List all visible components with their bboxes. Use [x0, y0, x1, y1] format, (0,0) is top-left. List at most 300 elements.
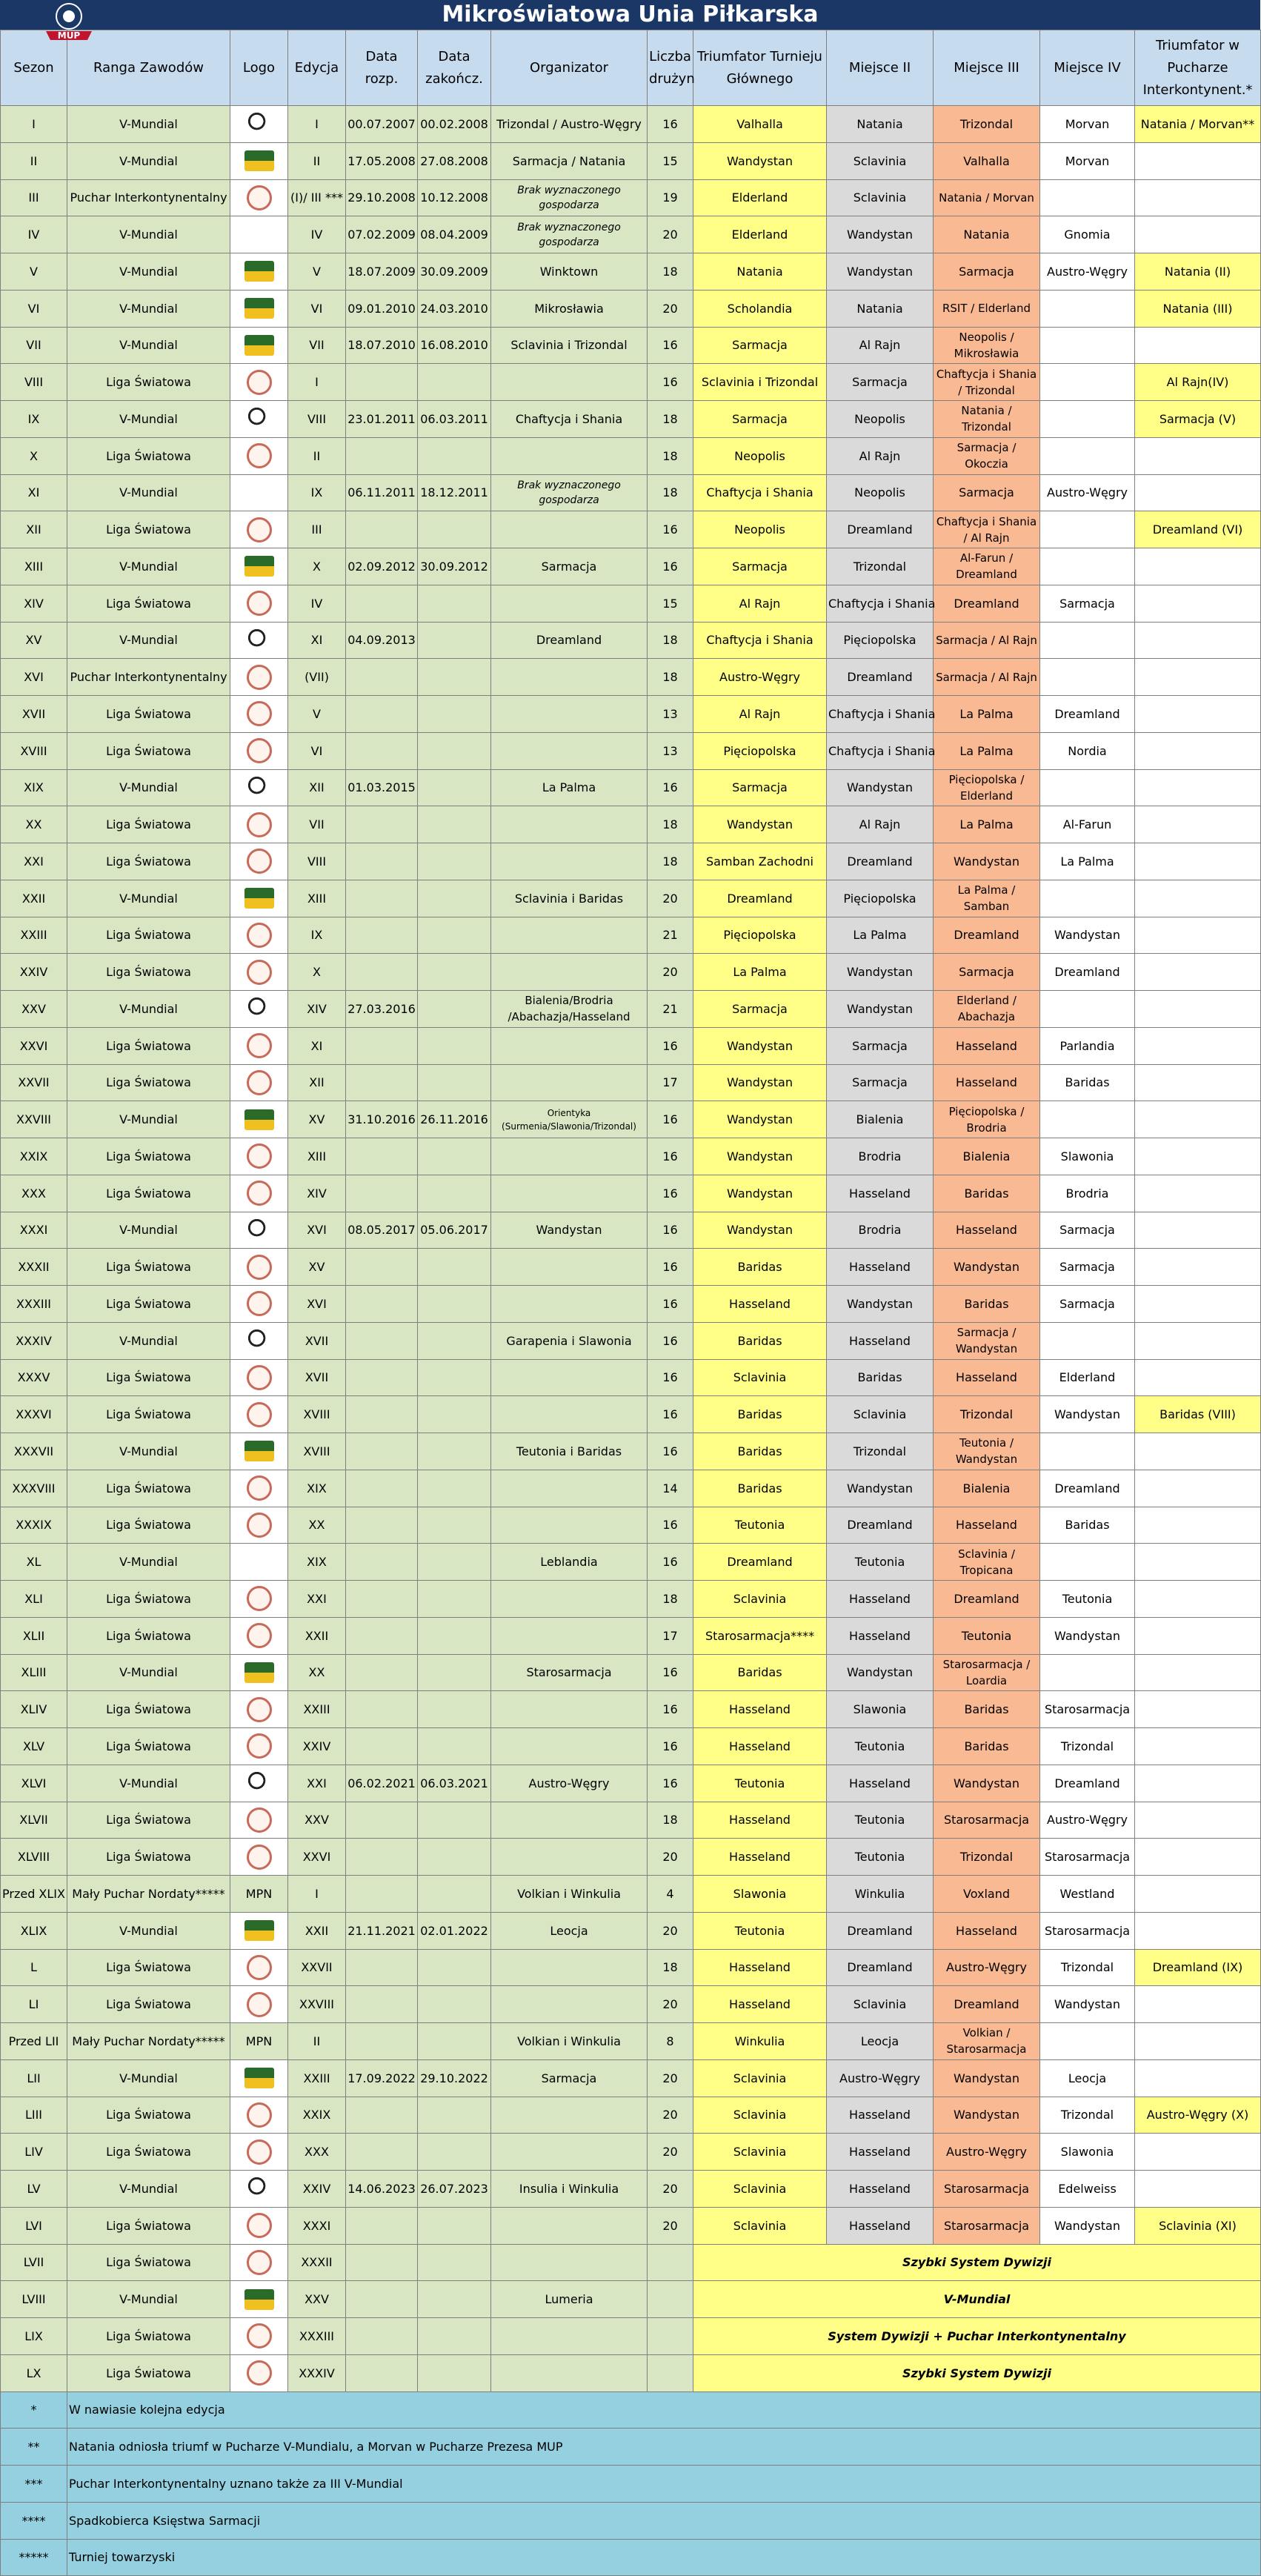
table-cell: Teutonia	[827, 1728, 934, 1765]
table-cell: XIII	[1, 548, 67, 585]
ball-icon	[247, 406, 272, 431]
table-cell: V-Mundial	[67, 1101, 230, 1138]
table-cell: XVIII	[1, 732, 67, 769]
table-cell: XVIII	[288, 1433, 346, 1470]
table-cell: Brodria	[827, 1212, 934, 1249]
table-cell: Liga Światowa	[67, 1286, 230, 1323]
table-cell	[346, 1433, 418, 1470]
table-cell: Hasseland	[934, 1359, 1040, 1396]
table-cell: XXXIII	[1, 1286, 67, 1323]
table-cell: 18.07.2009	[346, 253, 418, 291]
table-cell: LIV	[1, 2134, 67, 2171]
table-cell: XXVIII	[1, 1101, 67, 1138]
table-cell	[1135, 696, 1261, 733]
table-cell: Morvan	[1040, 142, 1135, 179]
edition-logo	[230, 290, 288, 327]
table-cell: 16	[648, 364, 693, 401]
table-cell: XIV	[1, 585, 67, 622]
ball-icon	[247, 1770, 272, 1796]
table-cell	[418, 2134, 491, 2171]
table-cell: Sclavinia / Tropicana	[934, 1544, 1040, 1581]
table-cell: Dreamland	[1040, 954, 1135, 991]
table-cell	[1040, 179, 1135, 216]
table-cell: Orientyka (Surmenia/Slawonia/Trizondal)	[491, 1101, 648, 1138]
table-cell: Hasseland	[934, 1507, 1040, 1544]
table-cell: Wandystan	[693, 1138, 827, 1175]
table-cell	[1135, 843, 1261, 880]
table-cell	[346, 2244, 418, 2281]
table-cell: I	[288, 364, 346, 401]
table-cell: Sarmacja / Wandystan	[934, 1322, 1040, 1359]
table-cell	[1135, 1212, 1261, 1249]
table-cell	[1040, 364, 1135, 401]
laurel-icon	[247, 1255, 272, 1280]
footnote-mark: *	[1, 2391, 67, 2429]
laurel-icon	[247, 2102, 272, 2128]
table-cell: Chaftycja i Shania	[827, 732, 934, 769]
table-cell: XI	[1, 474, 67, 511]
table-cell: Hasseland	[693, 1986, 827, 2023]
table-cell: XXVIII	[288, 1986, 346, 2023]
table-cell: 18.12.2011	[418, 474, 491, 511]
table-cell	[491, 843, 648, 880]
table-cell: Wandystan	[693, 1027, 827, 1064]
table-cell	[418, 954, 491, 991]
table-cell	[346, 1470, 418, 1507]
table-cell	[346, 917, 418, 954]
table-cell: 16	[648, 327, 693, 364]
laurel-icon	[247, 1697, 272, 1722]
table-cell	[346, 732, 418, 769]
table-cell	[1135, 1912, 1261, 1949]
table-cell: Bialenia	[827, 1101, 934, 1138]
table-cell: Pięciopolska / Brodria	[934, 1101, 1040, 1138]
table-cell: V-Mundial	[67, 548, 230, 585]
table-cell	[346, 1064, 418, 1101]
edition-logo	[230, 769, 288, 806]
table-cell	[1135, 585, 1261, 622]
table-cell	[1135, 659, 1261, 696]
table-cell	[491, 2097, 648, 2134]
table-cell: Elderland	[693, 179, 827, 216]
table-cell: Hasseland	[693, 1802, 827, 1839]
table-cell	[1135, 1986, 1261, 2023]
table-cell	[418, 1433, 491, 1470]
table-row	[1, 1912, 1261, 1949]
table-cell: XLVI	[1, 1765, 67, 1802]
column-header: Data rozp.	[346, 30, 418, 106]
table-cell	[418, 1654, 491, 1691]
table-cell	[1135, 548, 1261, 585]
table-cell: Liga Światowa	[67, 585, 230, 622]
table-cell: 16	[648, 1507, 693, 1544]
table-cell: VI	[288, 732, 346, 769]
table-cell: Sclavinia	[827, 1396, 934, 1433]
table-cell	[346, 1359, 418, 1396]
table-cell	[346, 2281, 418, 2318]
table-cell: Sclavinia	[827, 142, 934, 179]
table-cell	[1135, 1581, 1261, 1618]
table-cell: II	[288, 142, 346, 179]
table-cell	[346, 1286, 418, 1323]
table-cell: XXV	[288, 2281, 346, 2318]
ball-icon	[247, 111, 272, 136]
table-cell: Dreamland	[1040, 1470, 1135, 1507]
table-cell	[1040, 290, 1135, 327]
laurel-icon	[247, 1733, 272, 1759]
table-row	[1, 474, 1261, 511]
laurel-icon	[247, 1992, 272, 2017]
table-cell	[418, 1286, 491, 1323]
table-cell	[491, 1728, 648, 1765]
table-cell: XIII	[288, 880, 346, 917]
table-cell	[491, 1138, 648, 1175]
edition-logo	[230, 1286, 288, 1323]
footnote	[1, 2502, 1261, 2539]
table-cell: Neopolis	[827, 401, 934, 438]
table-cell: 18	[648, 401, 693, 438]
table-cell: V-Mundial	[67, 474, 230, 511]
table-cell	[1040, 991, 1135, 1028]
edition-logo	[230, 1691, 288, 1728]
table-cell: III	[1, 179, 67, 216]
table-cell: Wandystan	[827, 253, 934, 291]
table-cell: 31.10.2016	[346, 1101, 418, 1138]
table-cell	[1135, 474, 1261, 511]
table-cell	[346, 2318, 418, 2355]
table-cell: 16	[648, 1101, 693, 1138]
table-cell: 16	[648, 1728, 693, 1765]
table-cell	[346, 1986, 418, 2023]
table-cell: Starosarmacja	[1040, 1691, 1135, 1728]
table-cell: 16.08.2010	[418, 327, 491, 364]
table-cell: Hasseland	[693, 1691, 827, 1728]
table-cell: Sarmacja / Natania	[491, 142, 648, 179]
table-cell: 16	[648, 1433, 693, 1470]
table-cell	[491, 1359, 648, 1396]
table-cell	[1135, 2023, 1261, 2060]
table-cell: XVI	[288, 1212, 346, 1249]
flag-icon	[244, 150, 274, 171]
laurel-icon	[247, 738, 272, 763]
table-cell: Teutonia	[827, 1544, 934, 1581]
table-row	[1, 1617, 1261, 1654]
table-cell: XXI	[288, 1765, 346, 1802]
table-cell	[1040, 327, 1135, 364]
edition-logo	[230, 917, 288, 954]
table-cell: Liga Światowa	[67, 1396, 230, 1433]
table-cell: XLI	[1, 1581, 67, 1618]
table-row	[1, 769, 1261, 806]
table-cell: Mały Puchar Nordaty*****	[67, 1876, 230, 1913]
table-cell: V-Mundial	[67, 622, 230, 659]
edition-logo	[230, 1839, 288, 1876]
table-cell	[1135, 732, 1261, 769]
table-cell	[1040, 769, 1135, 806]
table-cell: Gnomia	[1040, 216, 1135, 253]
table-cell: XXV	[1, 991, 67, 1028]
table-cell: XXXVIII	[1, 1470, 67, 1507]
table-cell	[1135, 1691, 1261, 1728]
table-cell: 10.12.2008	[418, 179, 491, 216]
table-cell	[346, 659, 418, 696]
table-row	[1, 732, 1261, 769]
laurel-icon	[247, 2250, 272, 2275]
table-cell: Liga Światowa	[67, 2207, 230, 2244]
table-cell: 18	[648, 806, 693, 843]
table-row	[1, 2318, 1261, 2355]
table-cell: VII	[1, 327, 67, 364]
table-cell: Morvan	[1040, 106, 1135, 143]
table-cell: Valhalla	[693, 106, 827, 143]
table-cell	[418, 1876, 491, 1913]
table-cell: XIX	[1, 769, 67, 806]
table-cell: XXIII	[288, 2059, 346, 2097]
table-cell	[346, 1027, 418, 1064]
table-cell: Liga Światowa	[67, 2318, 230, 2355]
table-cell: XLII	[1, 1617, 67, 1654]
table-cell: Hasseland	[934, 1027, 1040, 1064]
table-cell	[491, 1839, 648, 1876]
laurel-icon	[247, 1365, 272, 1390]
table-cell: Puchar Interkontynentalny	[67, 659, 230, 696]
laurel-icon	[247, 1513, 272, 1538]
table-cell: XI	[288, 622, 346, 659]
table-cell: Dreamland	[827, 659, 934, 696]
table-cell: XX	[288, 1654, 346, 1691]
table-cell: Neopolis	[693, 437, 827, 474]
table-cell	[1040, 2023, 1135, 2060]
table-cell: Sclavinia	[827, 1986, 934, 2023]
table-cell: XV	[288, 1101, 346, 1138]
table-cell	[418, 843, 491, 880]
table-cell: Austro-Węgry	[934, 2134, 1040, 2171]
table-cell: Przed XLIX	[1, 1876, 67, 1913]
table-cell: XXXVI	[1, 1396, 67, 1433]
table-cell: Hasseland	[693, 1286, 827, 1323]
table-cell: 00.02.2008	[418, 106, 491, 143]
flag-icon	[244, 556, 274, 577]
laurel-icon	[247, 665, 272, 690]
table-cell: 16	[648, 769, 693, 806]
table-cell	[418, 2354, 491, 2391]
table-cell: Sclavinia	[693, 2059, 827, 2097]
table-row	[1, 1433, 1261, 1470]
table-cell: Wandystan	[827, 991, 934, 1028]
table-cell	[346, 954, 418, 991]
edition-logo	[230, 622, 288, 659]
flag-icon	[244, 2289, 274, 2310]
table-cell: Wandystan	[934, 1765, 1040, 1802]
table-cell: V-Mundial	[67, 1912, 230, 1949]
table-cell	[418, 1691, 491, 1728]
table-cell	[346, 1396, 418, 1433]
table-cell	[1135, 1876, 1261, 1913]
table-cell	[1135, 806, 1261, 843]
table-cell: Chaftycja i Shania / Al Rajn	[934, 511, 1040, 548]
table-cell: Baridas	[827, 1359, 934, 1396]
table-cell: Sarmacja / Al Rajn	[934, 659, 1040, 696]
table-cell: V	[288, 696, 346, 733]
table-row	[1, 2059, 1261, 2097]
table-cell	[418, 2281, 491, 2318]
table-cell: 21	[648, 917, 693, 954]
table-row	[1, 1249, 1261, 1286]
table-cell: X	[288, 954, 346, 991]
laurel-icon	[247, 443, 272, 468]
table-cell: Al Rajn	[693, 585, 827, 622]
table-cell: Nordia	[1040, 732, 1135, 769]
table-cell	[418, 1322, 491, 1359]
table-row	[1, 401, 1261, 438]
table-row	[1, 1396, 1261, 1433]
table-cell	[491, 1249, 648, 1286]
edition-logo	[230, 179, 288, 216]
table-cell: Edelweiss	[1040, 2171, 1135, 2208]
table-cell: I	[1, 106, 67, 143]
table-row	[1, 2023, 1261, 2060]
table-cell: Trizondal	[1040, 1728, 1135, 1765]
table-cell: Dreamland	[827, 1949, 934, 1986]
table-cell	[1135, 1470, 1261, 1507]
table-cell: I	[288, 106, 346, 143]
edition-logo	[230, 106, 288, 143]
table-cell: LI	[1, 1986, 67, 2023]
table-cell: 29.10.2022	[418, 2059, 491, 2097]
table-cell: 26.07.2023	[418, 2171, 491, 2208]
footnote-mark: *****	[1, 2539, 67, 2576]
flag-icon	[244, 335, 274, 356]
table-cell: V-Mundial	[67, 1544, 230, 1581]
table-cell: 16	[648, 1138, 693, 1175]
table-cell: 13	[648, 732, 693, 769]
table-cell	[491, 1691, 648, 1728]
table-cell	[491, 1396, 648, 1433]
edition-logo	[230, 1175, 288, 1212]
table-cell: Trizondal	[934, 1396, 1040, 1433]
edition-logo: MPN	[230, 1876, 288, 1913]
table-cell: Al-Farun	[1040, 806, 1135, 843]
table-cell	[491, 2244, 648, 2281]
table-cell	[1135, 1507, 1261, 1544]
table-cell: XXIX	[288, 2097, 346, 2134]
table-cell: XII	[1, 511, 67, 548]
table-cell: 18	[648, 659, 693, 696]
laurel-icon	[247, 960, 272, 985]
table-cell: 08.05.2017	[346, 1212, 418, 1249]
table-row	[1, 954, 1261, 991]
table-cell: Teutonia	[693, 1765, 827, 1802]
column-header: Sezon	[1, 30, 67, 106]
table-cell: Bialenia	[934, 1138, 1040, 1175]
table-cell: Wandystan	[827, 954, 934, 991]
table-cell	[418, 1507, 491, 1544]
table-row	[1, 364, 1261, 401]
edition-logo	[230, 1654, 288, 1691]
edition-logo	[230, 1581, 288, 1618]
table-cell	[346, 1617, 418, 1654]
table-cell: Hasseland	[827, 1175, 934, 1212]
table-cell: LII	[1, 2059, 67, 2097]
table-cell: La Palma	[491, 769, 648, 806]
table-cell	[1040, 1322, 1135, 1359]
table-cell: XIX	[288, 1544, 346, 1581]
table-cell: 16	[648, 1359, 693, 1396]
table-cell: Sclavinia	[693, 2207, 827, 2244]
table-cell: Wandystan	[934, 843, 1040, 880]
table-cell: System Dywizji + Puchar Interkontynentalny	[693, 2318, 1261, 2355]
table-cell: 02.01.2022	[418, 1912, 491, 1949]
table-cell: XXX	[288, 2134, 346, 2171]
table-row	[1, 2281, 1261, 2318]
table-cell: XVI	[1, 659, 67, 696]
table-cell	[346, 364, 418, 401]
footnote-mark: **	[1, 2429, 67, 2466]
table-cell: Sarmacja	[1040, 1286, 1135, 1323]
table-row	[1, 917, 1261, 954]
table-cell: XVII	[288, 1322, 346, 1359]
table-cell: RSIT / Elderland	[934, 290, 1040, 327]
column-header: Triumfator w Pucharze Interkontynent.*	[1135, 30, 1261, 106]
table-cell	[491, 1802, 648, 1839]
table-cell: 18	[648, 1802, 693, 1839]
table-cell: Teutonia	[827, 1802, 934, 1839]
table-cell: Bialenia/Brodria /Abachazja/Hasseland	[491, 991, 648, 1028]
table-cell: Trizondal	[1040, 1949, 1135, 1986]
edition-logo	[230, 1359, 288, 1396]
flag-icon	[244, 1920, 274, 1941]
table-cell: 16	[648, 1322, 693, 1359]
edition-logo	[230, 954, 288, 991]
column-header: Logo	[230, 30, 288, 106]
table-cell: Wandystan	[1040, 2207, 1135, 2244]
table-row	[1, 548, 1261, 585]
table-cell	[1135, 622, 1261, 659]
table-cell: V-Mundial	[67, 2281, 230, 2318]
table-cell: Wandystan	[934, 2097, 1040, 2134]
footnote-text: Turniej towarzyski	[67, 2539, 1261, 2576]
edition-logo	[230, 1544, 288, 1581]
table-cell: Starosarmacja	[934, 2207, 1040, 2244]
table-cell: Sclavinia	[693, 2097, 827, 2134]
mup-logo-icon	[40, 1, 98, 44]
table-cell: Wandystan	[693, 806, 827, 843]
svg-text:MUP: MUP	[57, 30, 81, 41]
table-cell: XL	[1, 1544, 67, 1581]
table-cell: Liga Światowa	[67, 437, 230, 474]
table-cell	[1135, 327, 1261, 364]
table-cell: Austro-Węgry	[491, 1765, 648, 1802]
table-cell: Teutonia i Baridas	[491, 1433, 648, 1470]
seasons-table	[0, 30, 1261, 2576]
table-cell	[418, 1396, 491, 1433]
table-cell: IV	[1, 216, 67, 253]
table-cell: 20	[648, 2207, 693, 2244]
table-cell	[1135, 1617, 1261, 1654]
table-cell	[418, 1986, 491, 2023]
table-row	[1, 1359, 1261, 1396]
edition-logo	[230, 2171, 288, 2208]
table-cell: 01.03.2015	[346, 769, 418, 806]
edition-logo	[230, 474, 288, 511]
table-row	[1, 1691, 1261, 1728]
edition-logo	[230, 2134, 288, 2171]
footnote	[1, 2466, 1261, 2503]
table-cell: Winkulia	[693, 2023, 827, 2060]
table-cell: Wandystan	[934, 2059, 1040, 2097]
table-cell: La Palma	[827, 917, 934, 954]
table-cell	[346, 1728, 418, 1765]
